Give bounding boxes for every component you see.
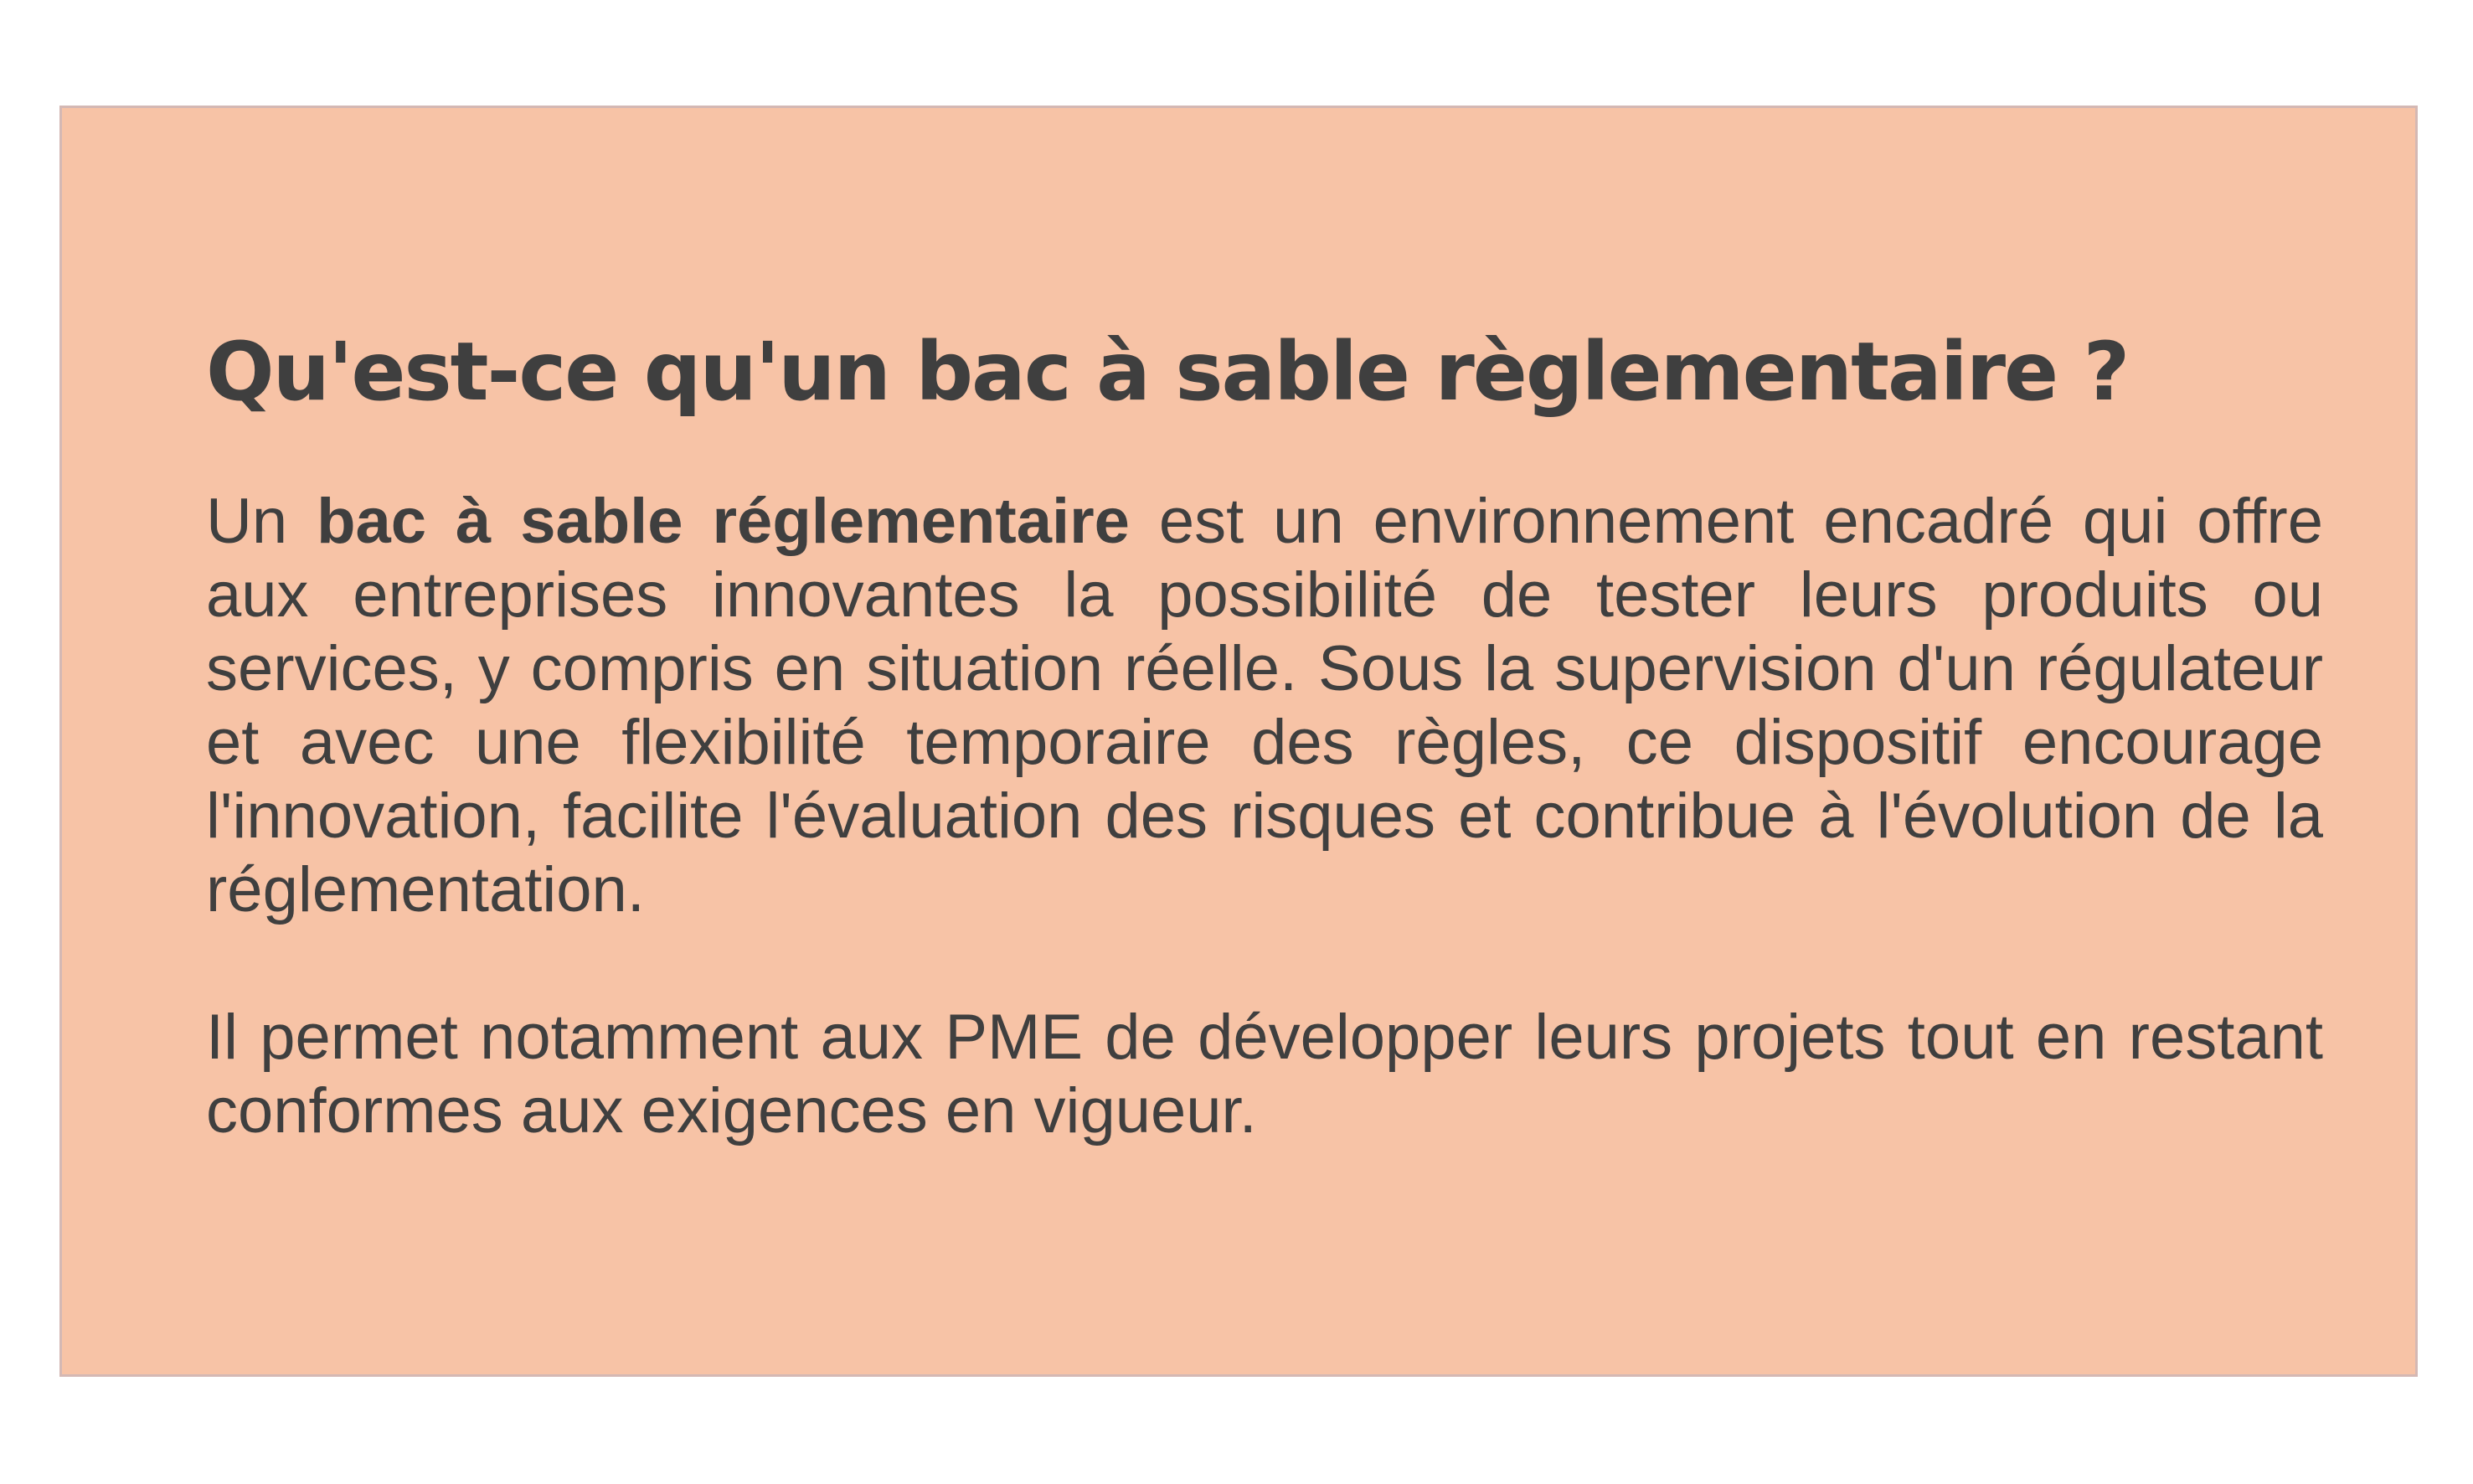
bold-term: bac à sable réglementaire xyxy=(317,486,1130,558)
paragraph-pme: Il permet notamment aux PME de développer leurs projets tout en restant conformes aux exigences en vigueur. xyxy=(206,1002,2323,1147)
paragraph-definition-suffix: est un environnement encadré qui offre aux entreprises innovantes la possibilité de tester leurs produits ou services, y compris en situation réelle. Sous la supervision d'un régulateur et avec une flexibilité temporaire des règles, ce dispositif encourage l'innovation, facilite l'évaluation des risques et contribue à l'évolution de la réglementation. xyxy=(206,486,2323,926)
info-card xyxy=(59,106,2418,1377)
paragraph-definition-prefix: Un xyxy=(206,486,317,558)
card-content xyxy=(206,326,2323,1148)
paragraph-definition xyxy=(206,485,2323,927)
card-title: Qu'est-ce qu'un bac à sable règlementaire ? xyxy=(206,325,2129,419)
